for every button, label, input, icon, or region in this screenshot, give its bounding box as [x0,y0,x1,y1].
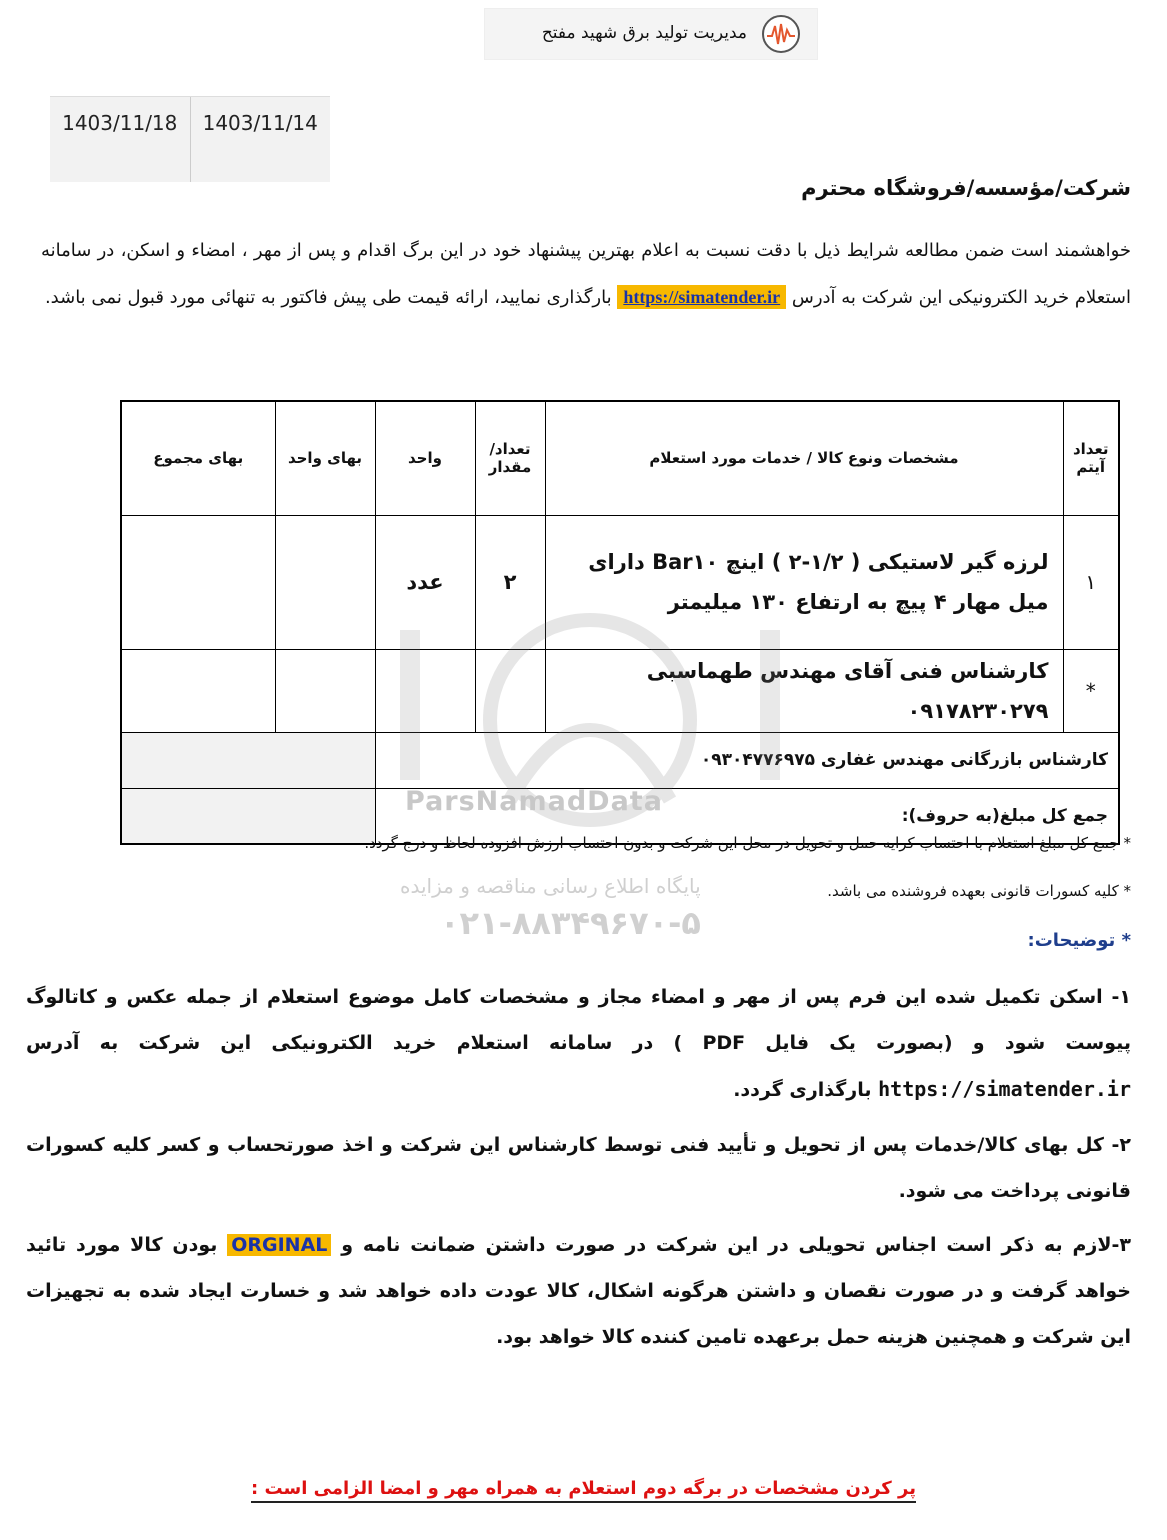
power-wave-logo-icon [761,14,801,54]
date-deadline: 1403/11/18 [62,111,178,135]
table-row [121,515,1119,649]
commercial-contact: کارشناس بازرگانی مهندس غفاری ۰۹۳۰۴۷۷۶۹۷۵ [375,732,1119,788]
date-issue: 1403/11/14 [190,97,331,182]
header-description: مشخصات ونوع کالا / خدمات مورد استعلام [545,401,1063,515]
commercial-contact-blank [121,732,375,788]
row-unit-price-field[interactable] [275,515,375,649]
note-1-text-a: ۱- اسکن تکمیل شده این فرم پس از مهر و امضاء مجاز و مشخصات کامل موضوع استعلام از جمله عکس و کاتالوگ پیوست شود و (بصورت یک فایل PDF ) در سامانه استعلام خرید الکترونیکی این شرکت به آدرس [26,986,1132,1054]
watermark-brand: ParsNamadData [405,786,663,817]
footer-notice [0,1478,1167,1499]
note-paragraph-3 [26,1222,1131,1360]
intro-text-2: بارگذاری نمایید، ارائه قیمت طی پیش فاکتور به تنهائی مورد قبول نمی باشد. [44,287,618,308]
total-in-words-label: جمع کل مبلغ(به حروف): [375,788,1119,844]
row-total-price-field[interactable] [121,515,275,649]
row-quantity [475,649,545,732]
total-in-words-field[interactable] [121,788,375,844]
header-item-no: تعداد آیتم [1063,401,1119,515]
company-name: مدیریت تولید برق شهید مفتح [541,23,747,43]
orginal-highlight: ORGINAL [227,1234,331,1256]
note-1-text-b: بارگذاری گردد. [733,1079,879,1101]
header-unit-price: بهای واحد [275,401,375,515]
row-quantity: ۲ [475,515,545,649]
header-total-price: بهای مجموع [121,401,275,515]
note-3-text-b: بودن کالا مورد تائید خواهد گرفت و در صورت نقصان و داشتن هرگونه اشکال، کالا عودت داده خواهد شد و خسارت ایجاد شده به تجهیزات این شرکت و همچنین هزینه حمل برعهده تامین کننده کالا خواهد بود. [26,1234,1131,1348]
row-item-no: ۱ [1063,515,1119,649]
intro-text-1: خواهشمند است ضمن مطالعه شرایط ذیل با دقت نسبت به اعلام بهترین پیشنهاد خود در این برگ اقدام و پس از مهر ، امضاء و اسکن، در سامانه استعلام خرید الکترونیکی این شرکت به آدرس [41,240,1131,308]
row-unit: عدد [375,515,475,649]
row-unit-price-field[interactable] [275,649,375,732]
row-description: کارشناس فنی آقای مهندس طهماسبی ۰۹۱۷۸۲۳۰۲۷۹ [545,649,1063,732]
inquiry-table [120,400,1120,845]
note-paragraph-2: ۲- کل بهای کالا/خدمات پس از تحویل و تأیید فنی توسط کارشناس این شرکت و اخذ صورتحساب و کسر کلیه کسورات قانونی پرداخت می شود. [26,1134,1131,1202]
note-3-text-a: ۳-لازم به ذکر است اجناس تحویلی در این شرکت در صورت داشتن ضمانت نامه و [331,1234,1132,1256]
intro-url-link[interactable]: https://simatender.ir [617,285,786,309]
note-paragraph-1 [26,974,1131,1113]
header-quantity: تعداد/ مقدار [475,401,545,515]
header-unit: واحد [375,401,475,515]
note-vat: * جمع کل مبلغ استعلام با احتساب کرایه حمل و تحویل در محل این شرکت و بدون احتساب ارزش افزوده لحاظ و درج گردد. [364,834,1131,852]
row-item-no: * [1063,649,1119,732]
row-unit [375,649,475,732]
notes-heading: * توضیحات: [1027,930,1131,951]
note-deductions: * کلیه کسورات قانونی بعهده فروشنده می باشد. [827,882,1131,900]
intro-paragraph [41,228,1131,321]
footer-text: پر کردن مشخصات در برگه دوم استعلام به همراه مهر و امضا الزامی است : [251,1478,916,1503]
row-description: لرزه گیر لاستیکی ( ۱/۲-۲ ) اینچ Bar۱۰ دارای میل مهار ۴ پیچ به ارتفاع ۱۳۰ میلیمتر [545,515,1063,649]
watermark-subtitle: پایگاه اطلاع رسانی مناقصه و مزایده [400,874,701,898]
row-total-price-field[interactable] [121,649,275,732]
note-1-url[interactable]: https://simatender.ir [878,1077,1131,1101]
table-row [121,649,1119,732]
salutation: شرکت/مؤسسه/فروشگاه محترم [801,176,1131,200]
watermark-phone: ۰۲۱-۸۸۳۴۹۶۷۰-۵ [440,904,701,942]
header-box [484,8,818,60]
date-box [50,96,330,182]
